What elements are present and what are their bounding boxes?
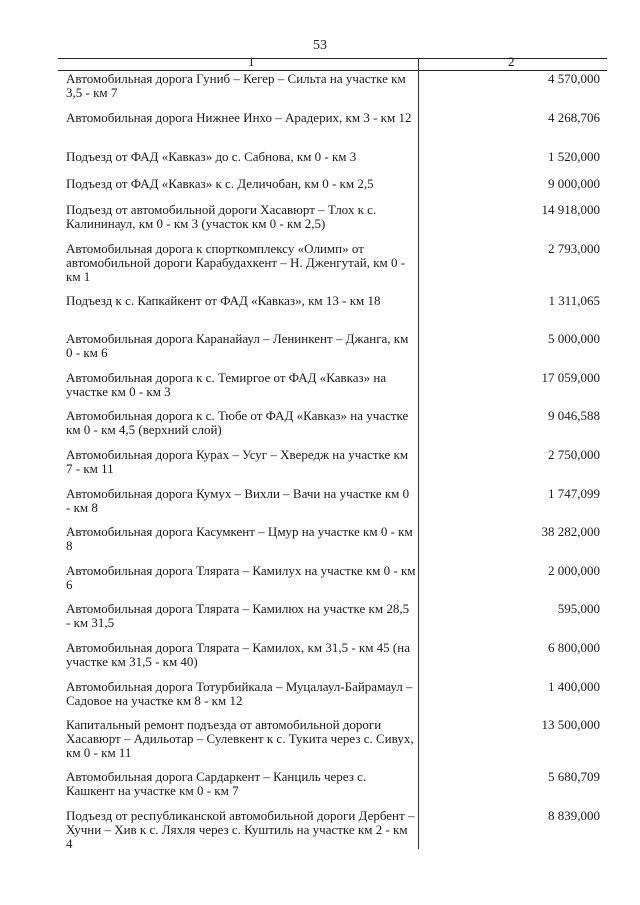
page-number: 53 bbox=[313, 38, 327, 53]
road-name: Автомобильная дорога Гуниб – Кегер – Сильта на участке км 3,5 - км 7 bbox=[66, 71, 406, 100]
amount: 2 000,000 bbox=[548, 563, 600, 578]
amount: 9 046,588 bbox=[548, 408, 600, 423]
amount: 4 268,706 bbox=[548, 110, 600, 125]
amount: 14 918,000 bbox=[541, 202, 600, 217]
amount: 6 800,000 bbox=[548, 640, 600, 655]
road-name: Подъезд к с. Капкайкент от ФАД «Кавказ», км 13 - км 18 bbox=[66, 293, 381, 308]
road-name: Автомобильная дорога Каранайаул – Ленинкент – Джанга, км 0 - км 6 bbox=[66, 331, 409, 360]
amount: 595,000 bbox=[557, 601, 600, 616]
road-name: Автомобильная дорога Курах – Усуг – Хвередж на участке км 7 - км 11 bbox=[66, 447, 409, 476]
column-divider bbox=[418, 58, 419, 849]
road-name: Капитальный ремонт подъезда от автомобильной дороги Хасавюрт – Адильотар – Сулевкент к с. Тукита через с. Сивух, км 0 - км 11 bbox=[66, 717, 414, 760]
road-name: Подъезд от автомобильной дороги Хасавюрт – Тлох к с. Калининаул, км 0 - км 3 (участок км 0 - км 2,5) bbox=[66, 202, 377, 231]
road-name: Автомобильная дорога к с. Тюбе от ФАД «Кавказ» на участке км 0 - км 4,5 (верхний слой) bbox=[66, 408, 409, 437]
road-name: Подъезд от ФАД «Кавказ» до с. Сабнова, км 0 - км 3 bbox=[66, 149, 357, 164]
amount: 5 680,709 bbox=[548, 769, 600, 784]
road-name: Автомобильная дорога Тлярата – Камилюх на участке км 28,5 - км 31,5 bbox=[66, 601, 410, 630]
amount: 2 750,000 bbox=[548, 447, 600, 462]
amount: 1 747,099 bbox=[548, 486, 600, 501]
road-name: Подъезд от республиканской автомобильной дороги Дербент – Хучни – Хив к с. Ляхля через с. Куштиль на участке км 2 - км 4 bbox=[66, 808, 415, 851]
road-name: Подъезд от ФАД «Кавказ» к с. Деличобан, км 0 - км 2,5 bbox=[66, 176, 374, 191]
road-name: Автомобильная дорога Тотурбийкала – Муцалаул-Байрамаул – Садовое на участке км 8 - км 12 bbox=[66, 679, 413, 708]
amount: 2 793,000 bbox=[548, 241, 600, 256]
amount: 9 000,000 bbox=[548, 176, 600, 191]
column-header-2: 2 bbox=[508, 54, 515, 69]
amount: 1 400,000 bbox=[548, 679, 600, 694]
road-name: Автомобильная дорога Тлярата – Камилух на участке км 0 - км 6 bbox=[66, 563, 416, 592]
road-name: Автомобильная дорога Кумух – Вихли – Вачи на участке км 0 - км 8 bbox=[66, 486, 410, 515]
table-header bbox=[58, 54, 607, 71]
amount: 38 282,000 bbox=[541, 524, 600, 539]
amount: 1 520,000 bbox=[548, 149, 600, 164]
amount: 5 000,000 bbox=[548, 331, 600, 346]
amount: 13 500,000 bbox=[541, 717, 600, 732]
road-name: Автомобильная дорога Нижнее Инхо – Арадерих, км 3 - км 12 bbox=[66, 110, 412, 125]
road-funding-table bbox=[58, 54, 607, 851]
road-name: Автомобильная дорога Сардаркент – Канциль через с. Кашкент на участке км 0 - км 7 bbox=[66, 769, 367, 798]
road-name: Автомобильная дорога к с. Темиргое от ФАД «Кавказ» на участке км 0 - км 3 bbox=[66, 370, 387, 399]
column-header-1: 1 bbox=[248, 54, 255, 69]
amount: 8 839,000 bbox=[548, 808, 600, 823]
amount: 17 059,000 bbox=[541, 370, 600, 385]
road-name: Автомобильная дорога Касумкент – Цмур на участке км 0 - км 8 bbox=[66, 524, 413, 553]
road-name: Автомобильная дорога к спорткомплексу «Олимп» от автомобильной дороги Карабудахкент – Н. Дженгутай, км 0 - км 1 bbox=[66, 241, 406, 284]
amount: 1 311,065 bbox=[548, 293, 600, 308]
amount: 4 570,000 bbox=[548, 71, 600, 86]
road-name: Автомобильная дорога Тлярата – Камилох, км 31,5 - км 45 (на участке км 31,5 - км 40) bbox=[66, 640, 410, 669]
